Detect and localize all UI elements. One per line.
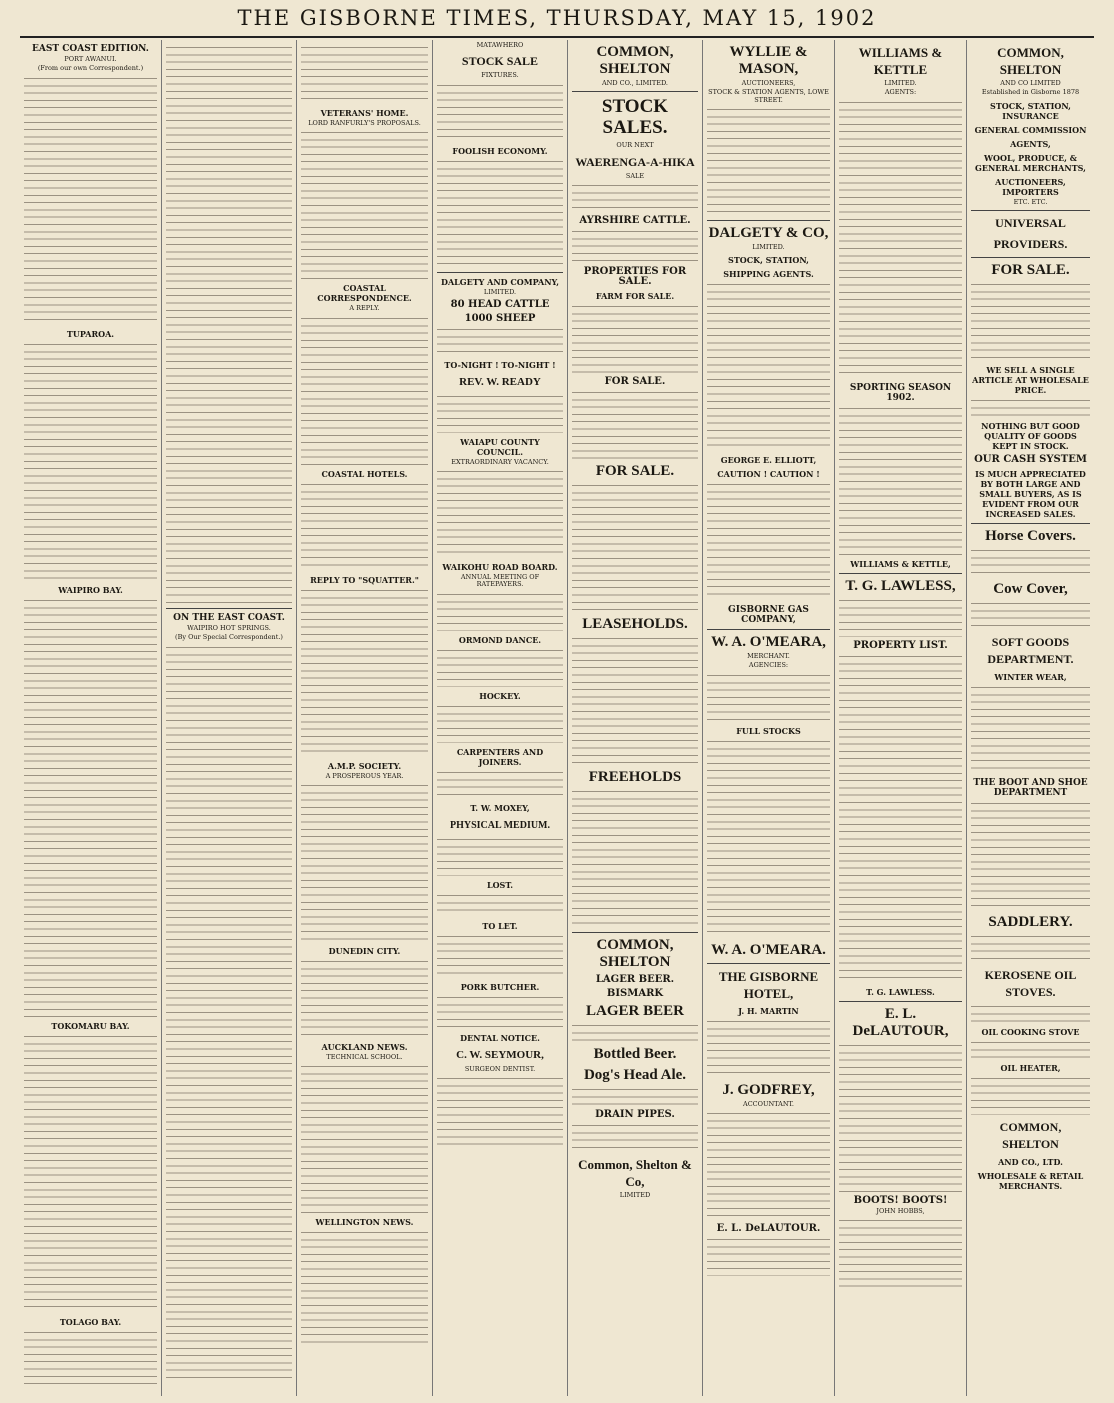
reply-squatter-heading: REPLY TO "SQUATTER." [310, 574, 419, 585]
limited-bottom: LIMITED [619, 1190, 651, 1199]
lager-beer-heading: LAGER BEER [586, 1002, 684, 1019]
pork-butcher-heading: PORK BUTCHER. [460, 981, 540, 992]
universal-heading: UNIVERSAL [995, 215, 1066, 230]
ad-text [437, 1075, 563, 1145]
common-shelton-lager: COMMON, SHELTON [596, 936, 674, 970]
providers-heading: PROVIDERS. [993, 236, 1068, 251]
omeara-heading: W. A. O'MEARA, [711, 634, 826, 651]
waipiro-bay-heading: WAIPIRO BAY. [58, 584, 123, 595]
article-text [437, 158, 563, 268]
vacancy-heading: EXTRAORDINARY VACANCY. [451, 457, 549, 466]
common-bottom-heading: Common, Shelton & Co, [578, 1156, 692, 1189]
ayrshire-heading: AYRSHIRE CATTLE. [579, 214, 691, 226]
surgeon-dentist: SURGEON DENTIST. [464, 1064, 536, 1073]
ormond-dance-heading: ORMOND DANCE. [458, 634, 542, 645]
oil-cooking-heading: OIL COOKING STOVE [981, 1026, 1080, 1037]
ad-text [707, 106, 830, 216]
boots-heading: BOOTS! BOOTS! [853, 1194, 948, 1206]
ad-text [437, 468, 563, 558]
column-7 [835, 40, 967, 1396]
ad-text [572, 1022, 698, 1042]
gisborne-gas-heading: GISBORNE GAS COMPANY, [728, 605, 809, 626]
kerosene-heading: KEROSENE OIL STOVES. [984, 967, 1077, 999]
ad-text [572, 788, 698, 928]
special-correspondent: (By Our Special Correspondent.) [175, 633, 283, 642]
correspondent-line: (From our own Correspondent.) [37, 64, 144, 73]
sheep-count: 1000 SHEEP [464, 312, 536, 324]
cow-cover-heading: Cow Cover, [993, 580, 1068, 597]
tolago-bay-heading: TOLAGO BAY. [59, 1316, 122, 1327]
amp-society-heading: A.M.P. SOCIETY. [327, 760, 402, 771]
ad-text [839, 1042, 962, 1192]
ranfurly-heading: LORD RANFURLY'S PROPOSALS. [308, 119, 421, 127]
article-text [24, 75, 157, 325]
ad-text [971, 933, 1090, 963]
ad-text [572, 1122, 698, 1152]
ad-text [707, 1018, 830, 1078]
wool-produce-heading: WOOL, PRODUCE, & GENERAL MERCHANTS, [975, 152, 1086, 173]
ad-text [572, 1086, 698, 1106]
matawhero-heading: MATAWHERO [476, 41, 524, 49]
established: Established in Gisborne 1878 [981, 88, 1080, 97]
ad-text [437, 892, 563, 917]
auckland-news-heading: AUCKLAND NEWS. [321, 1041, 408, 1052]
article-text [24, 597, 157, 1017]
ad-text [437, 393, 563, 433]
bottled-beer-heading: Bottled Beer. [593, 1045, 677, 1062]
ad-text [707, 281, 830, 451]
dental-notice-heading: DENTAL NOTICE. [460, 1032, 540, 1043]
divider [166, 608, 292, 609]
boot-shoe-heading: THE BOOT AND SHOE DEPARTMENT [973, 777, 1088, 798]
edition-heading: EAST COAST EDITION. [32, 44, 149, 54]
reply-heading: A REPLY. [349, 304, 380, 313]
divider [707, 629, 830, 630]
freeholds-heading: FREEHOLDS [588, 768, 682, 785]
moxey-heading: T. W. MOXEY, [470, 802, 530, 813]
ad-text [437, 647, 563, 687]
soft-goods-heading: SOFT GOODS DEPARTMENT. [987, 634, 1074, 666]
sporting-season-heading: SPORTING SEASON 1902. [849, 382, 952, 403]
article-text [24, 1329, 157, 1389]
ad-text [572, 635, 698, 765]
port-awanui-heading: PORT AWANUI. [64, 55, 117, 63]
delautour-heading: E. L. DeLAUTOUR. [716, 1223, 821, 1235]
column-4 [433, 40, 568, 1396]
cash-system-heading: OUR CASH SYSTEM [974, 453, 1087, 465]
dalgety-limited: LIMITED. [752, 242, 785, 251]
newspaper-page [20, 40, 1094, 1396]
wyllie-mason-heading: WYLLIE & MASON, [729, 44, 808, 77]
williams-kettle-heading: WILLIAMS & KETTLE [858, 45, 943, 77]
ad-text [437, 769, 563, 799]
carpenters-heading: CARPENTERS AND JOINERS. [456, 746, 544, 767]
ad-text [437, 82, 563, 142]
dalgety-co-heading: DALGETY & CO, [708, 224, 829, 241]
article-text [301, 481, 428, 571]
article-text [301, 129, 428, 279]
column-1 [20, 40, 162, 1396]
agents-heading: AGENTS, [1010, 138, 1051, 149]
sale-label: SALE [625, 171, 645, 180]
ad-text [437, 591, 563, 631]
waipiro-springs-heading: WAIPIRO HOT SPRINGS. [187, 624, 271, 632]
stock-station-heading: STOCK, STATION, INSURANCE [990, 100, 1071, 121]
stock-sale-heading: STOCK SALE [461, 54, 539, 69]
hockey-heading: HOCKEY. [479, 690, 521, 701]
ad-text [839, 597, 962, 637]
ad-text [707, 1110, 830, 1220]
delautour-heading: E. L. DeLAUTOUR, [852, 1005, 949, 1039]
article-text [301, 44, 428, 104]
article-text [301, 315, 428, 465]
lowe-street: STOCK & STATION AGENTS, LOWE STREET. [708, 88, 829, 104]
ad-text [971, 800, 1090, 910]
wholesale-heading: WE SELL A SINGLE ARTICLE AT WHOLESALE PRICE. [972, 364, 1089, 395]
winter-wear-heading: WINTER WEAR, [994, 671, 1067, 682]
ad-text [707, 1236, 830, 1276]
fixtures-heading: FIXTURES. [481, 71, 519, 80]
column-6 [703, 40, 835, 1396]
property-list-heading: PROPERTY LIST. [853, 639, 948, 651]
accountant: ACCOUNTANT. [743, 1099, 794, 1108]
article-text [301, 782, 428, 942]
full-stocks: FULL STOCKS [736, 725, 801, 736]
cattle-count: 80 HEAD CATTLE [450, 298, 550, 310]
east-coast-heading: ON THE EAST COAST. [173, 613, 285, 623]
caution-heading: CAUTION ! CAUTION ! [717, 469, 820, 480]
coastal-correspondence-heading: COASTAL CORRESPONDENCE. [317, 283, 412, 304]
dunedin-city-heading: DUNEDIN CITY. [328, 945, 401, 956]
lawless-heading: T. G. LAWLESS, [845, 577, 956, 594]
gisborne-hotel-heading: THE GISBORNE HOTEL, [718, 968, 819, 1001]
waikohu-heading: WAIKOHU ROAD BOARD. [442, 562, 558, 573]
wholesale-retail-heading: WHOLESALE & RETAIL MERCHANTS. [977, 1170, 1084, 1191]
dalgety-heading: DALGETY AND COMPANY, [441, 276, 559, 287]
veterans-home-heading: VETERANS' HOME. [320, 108, 409, 118]
article-text [301, 1063, 428, 1213]
saddlery-heading: SADDLERY. [988, 913, 1073, 930]
column-2 [162, 40, 297, 1396]
ad-text [839, 405, 962, 555]
agents-label: AGENTS: [884, 88, 917, 97]
williams-kettle-2: WILLIAMS & KETTLE, [850, 558, 951, 569]
ratepayers-heading: ANNUAL MEETING OF RATEPAYERS. [460, 573, 540, 589]
column-5 [568, 40, 703, 1396]
cash-system-text: IS MUCH APPRECIATED BY BOTH LARGE AND SMALL BUYERS, AS IS EVIDENT FROM OUR INCREASED SALES. [975, 468, 1086, 519]
common-co: AND CO LIMITED [1000, 79, 1061, 87]
omeara-heading-2: W. A. O'MEARA. [711, 941, 826, 958]
article-text [166, 44, 292, 604]
ad-text [707, 481, 830, 601]
godfrey-heading: J. GODFREY, [722, 1081, 815, 1098]
dalgety-limited: LIMITED. [483, 287, 517, 296]
tonight-heading: TO-NIGHT ! TO-NIGHT ! [444, 359, 556, 370]
ad-text [572, 482, 698, 612]
divider [437, 272, 563, 273]
elliott-heading: GEORGE E. ELLIOTT, [720, 455, 817, 466]
for-sale-heading: FOR SALE. [604, 375, 666, 387]
ad-text [971, 1075, 1090, 1115]
shipping-agents: SHIPPING AGENTS. [723, 269, 814, 280]
nothing-but-good-heading: NOTHING BUT GOOD QUALITY OF GOODS KEPT IN STOCK. [981, 420, 1080, 451]
ad-text [437, 994, 563, 1029]
divider [572, 932, 698, 933]
rev-ready-heading: REV. W. READY [459, 375, 541, 388]
divider [971, 257, 1090, 258]
general-commission-heading: GENERAL COMMISSION [974, 124, 1087, 135]
for-sale-heading: FOR SALE. [991, 261, 1070, 278]
lager-heading: LAGER BEER. [595, 973, 675, 985]
ad-text [839, 99, 962, 379]
for-sale-heading-2: FOR SALE. [595, 462, 675, 479]
ad-text [437, 326, 563, 356]
divider [971, 523, 1090, 524]
article-text [301, 587, 428, 757]
ad-text [572, 389, 698, 459]
article-text [301, 1229, 428, 1349]
ad-text [971, 1039, 1090, 1059]
ad-text [707, 738, 830, 938]
foolish-economy-heading: FOOLISH ECONOMY. [452, 145, 548, 156]
lost-heading: LOST. [486, 879, 514, 890]
ad-text [437, 703, 563, 743]
oil-heater-heading: OIL HEATER, [1000, 1062, 1061, 1073]
divider [707, 220, 830, 221]
column-3 [297, 40, 433, 1396]
ad-text [971, 397, 1090, 417]
tokomaru-bay-heading: TOKOMARU BAY. [51, 1020, 130, 1031]
waerenga-heading: WAERENGA-A-HIKA [575, 154, 695, 169]
ad-text [839, 653, 962, 983]
etc: ETC. ETC. [1013, 197, 1048, 206]
farm-heading: FARM FOR SALE. [595, 290, 675, 301]
ad-text [572, 303, 698, 373]
auctioneers: AUCTIONEERS, [741, 79, 796, 87]
to-let-heading: TO LET. [482, 920, 518, 931]
ad-text [839, 1217, 962, 1287]
ad-text [437, 836, 563, 876]
common-shelton-bottom: COMMON, SHELTON [999, 1119, 1062, 1151]
physical-medium-heading: PHYSICAL MEDIUM. [449, 819, 550, 831]
hobbs-name: JOHN HOBBS, [876, 1206, 925, 1215]
agencies: AGENCIES: [748, 661, 789, 670]
column-8 [967, 40, 1094, 1396]
williams-limited: LIMITED. [884, 79, 917, 87]
waiapu-heading: WAIAPU COUNTY COUNCIL. [460, 436, 540, 457]
common-shelton-co: AND CO., LIMITED. [601, 79, 668, 87]
ad-text [707, 672, 830, 722]
common-shelton-heading: COMMON, SHELTON [997, 45, 1064, 77]
dogs-head-heading: Dog's Head Ale. [583, 1066, 687, 1083]
bismarck-heading: BISMARK [606, 987, 664, 999]
drain-pipes-heading: DRAIN PIPES. [595, 1108, 675, 1120]
ad-text [971, 684, 1090, 774]
coastal-hotels-heading: COASTAL HOTELS. [321, 468, 408, 479]
prosperous-year-heading: A PROSPEROUS YEAR. [325, 771, 404, 780]
divider [839, 1001, 962, 1002]
lawless-heading-2: T. G. LAWLESS. [866, 986, 935, 997]
wellington-news-heading: WELLINGTON NEWS. [315, 1217, 414, 1228]
leaseholds-heading: LEASEHOLDS. [582, 615, 688, 632]
auctioneers-importers-heading: AUCTIONEERS, IMPORTERS [995, 176, 1066, 197]
ad-text [572, 182, 698, 212]
merchant: MERCHANT. [747, 652, 790, 661]
divider [707, 963, 830, 964]
article-text [24, 1033, 157, 1313]
stock-sales-heading: STOCK SALES. [601, 96, 669, 139]
ad-text [971, 547, 1090, 577]
masthead: THE GISBORNE TIMES, THURSDAY, MAY 15, 1902 [20, 6, 1094, 38]
common-shelton-heading: COMMON, SHELTON [596, 44, 674, 77]
technical-school-heading: TECHNICAL SCHOOL. [326, 1052, 403, 1061]
ad-text [437, 933, 563, 978]
ad-text [971, 600, 1090, 630]
divider [839, 573, 962, 574]
divider [572, 91, 698, 92]
horse-covers-heading: Horse Covers. [985, 527, 1076, 544]
martin-heading: J. H. MARTIN [738, 1005, 799, 1016]
article-text [301, 958, 428, 1038]
our-next: OUR NEXT [616, 141, 654, 150]
article-text [166, 644, 292, 1384]
divider [971, 210, 1090, 211]
ad-text [971, 1003, 1090, 1023]
properties-heading: PROPERTIES FOR SALE. [583, 265, 687, 287]
seymour-heading: C. W. SEYMOUR, [456, 1048, 544, 1061]
ad-text [971, 281, 1090, 361]
stock-station: STOCK, STATION, [728, 255, 809, 266]
ad-text [572, 228, 698, 263]
common-co-bottom: AND CO., LTD. [998, 1156, 1063, 1167]
tuparoa-heading: TUPAROA. [66, 328, 115, 339]
article-text [24, 341, 157, 581]
